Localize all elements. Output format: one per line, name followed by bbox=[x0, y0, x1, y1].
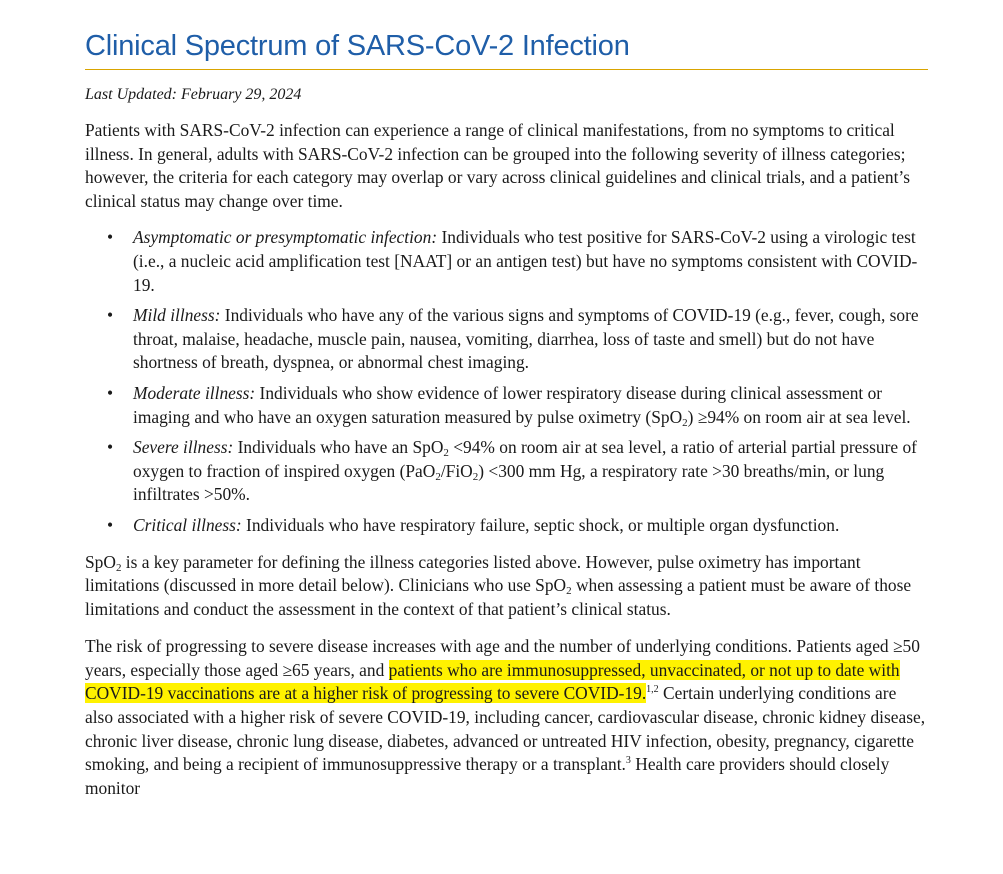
subscript: 2 bbox=[472, 470, 479, 483]
category-text: Individuals who test positive for SARS-CoV-2 using a virologic test (i.e., a nucleic acid amplification test [NAAT] or an antigen test) but have no symptoms consistent with COVID-19. bbox=[133, 227, 918, 295]
list-item-moderate bbox=[85, 382, 928, 429]
subscript: 2 bbox=[443, 447, 449, 460]
citation-superscript[interactable]: 1,2 bbox=[646, 684, 659, 696]
category-text: Individuals who have respiratory failure, septic shock, or multiple organ dysfunction. bbox=[241, 514, 840, 535]
category-term: Severe illness: bbox=[133, 437, 234, 458]
last-updated-date: Last Updated: February 29, 2024 bbox=[85, 86, 302, 103]
subscript: 2 bbox=[682, 416, 688, 429]
subscript: 2 bbox=[115, 561, 122, 574]
spo2-paragraph bbox=[85, 551, 928, 622]
document-page bbox=[85, 0, 928, 800]
bullet-icon: • bbox=[107, 305, 114, 326]
citation-superscript[interactable]: 3 bbox=[625, 755, 631, 767]
category-text: ) ≥94% on room air at sea level. bbox=[687, 406, 911, 427]
category-text: <94% on room air at sea level, a ratio of arterial partial pressure of oxygen to fraction of inspired oxygen (PaO bbox=[133, 437, 917, 481]
bullet-icon: • bbox=[107, 382, 114, 403]
list-item-severe bbox=[85, 436, 928, 507]
page-title: Clinical Spectrum of SARS-CoV-2 Infection bbox=[85, 30, 928, 70]
intro-paragraph: Patients with SARS-CoV-2 infection can experience a range of clinical manifestations, from no symptoms to critical illness. In general, adults with SARS-CoV-2 infection can be grouped into the following severity of illness categories; however, the criteria for each category may overlap or vary across clinical guidelines and clinical trials, and a patient’s clinical status may change over time. bbox=[85, 120, 911, 211]
subscript: 2 bbox=[566, 585, 572, 598]
category-term: Mild illness: bbox=[133, 305, 221, 326]
bullet-icon: • bbox=[107, 437, 114, 458]
highlighted-text: patients who are immunosuppressed, unvaccinated, or not up to date with COVID-19 vaccinations are at a higher risk of progressing to severe COVID-19. bbox=[85, 659, 900, 704]
category-text: Individuals who have any of the various signs and symptoms of COVID-19 (e.g., fever, cough, sore throat, malaise, headache, muscle pain, nausea, vomiting, diarrhea, loss of taste and smell) but do not have shortness of breath, dyspnea, or abnormal chest imaging. bbox=[133, 305, 919, 373]
category-text: Individuals who show evidence of lower respiratory disease during clinical assessment or imaging and who have an oxygen saturation measured by pulse oximetry (SpO bbox=[133, 382, 883, 427]
category-term: Critical illness: bbox=[133, 514, 242, 535]
category-text: /FiO bbox=[440, 460, 473, 481]
list-item-asymptomatic bbox=[85, 226, 928, 297]
bullet-icon: • bbox=[107, 514, 114, 535]
list-item-mild bbox=[85, 304, 928, 375]
risk-text: Certain underlying conditions are also associated with a higher risk of severe COVID-19, including cancer, cardiovascular disease, chronic kidney disease, chronic liver disease, chronic lung disease, diabetes, advanced or untreated HIV infection, obesity, pregnancy, cigarette smoking, and being a recipient of immunosuppressive therapy or a transplant. bbox=[85, 683, 926, 775]
list-item-critical bbox=[85, 514, 928, 538]
risk-text: Health care providers should closely monitor bbox=[85, 754, 890, 798]
category-term: Moderate illness: bbox=[133, 382, 256, 403]
category-text: ) <300 mm Hg, a respiratory rate >30 breaths/min, or lung infiltrates >50%. bbox=[133, 460, 885, 505]
risk-paragraph bbox=[85, 635, 928, 800]
severity-category-list bbox=[85, 226, 928, 537]
subscript: 2 bbox=[435, 470, 441, 483]
spo2-text: when assessing a patient must be aware of those limitations and conduct the assessment in the context of that patient’s clinical status. bbox=[85, 575, 912, 619]
spo2-text: SpO bbox=[85, 551, 116, 572]
spo2-text: is a key parameter for defining the illness categories listed above. However, pulse oximetry has important limitations (discussed in more detail below). Clinicians who use SpO bbox=[85, 551, 861, 596]
category-term: Asymptomatic or presymptomatic infection: bbox=[133, 227, 438, 248]
category-text: Individuals who have an SpO bbox=[233, 437, 444, 458]
bullet-icon: • bbox=[107, 227, 114, 248]
risk-text: The risk of progressing to severe disease increases with age and the number of underlying conditions. Patients aged ≥50 years, especially those aged ≥65 years, and bbox=[85, 636, 920, 680]
